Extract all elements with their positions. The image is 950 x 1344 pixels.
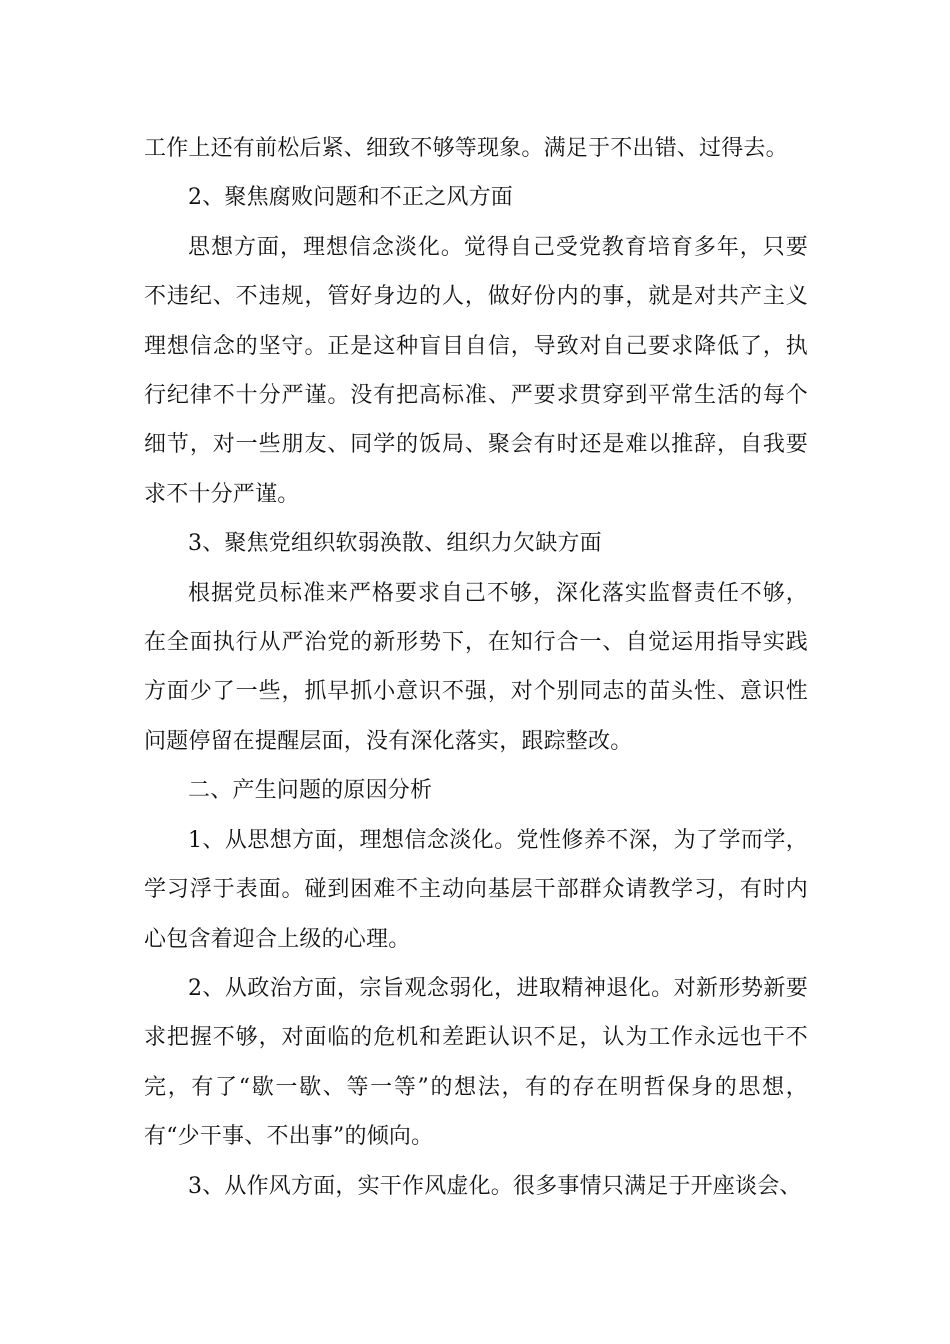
paragraph-cause-1: 1、从思想方面，理想信念淡化。党性修养不深，为了学而学，学习浮于表面。碰到困难不主动向基层干部群众请教学习，有时内心包含着迎合上级的心理。 (144, 827, 808, 952)
paragraph-cause-2: 2、从政治方面，宗旨观念弱化，进取精神退化。对新形势新要求把握不够，对面临的危机和差距认识不足，认为工作永远也干不完，有了“歇一歇、等一等”的想法，有的存在明哲保身的思想，有“少干事、不出事”的倾向。 (144, 975, 808, 1150)
paragraph-organization: 根据党员标准来严格要求自己不够，深化落实监督责任不够，在全面执行从严治党的新形势下，在知行合一、自觉运用指导实践方面少了一些，抓早抓小意识不强，对个别同志的苗头性、意识性问题停留在提醒层面，没有深化落实，跟踪整改。 (144, 580, 808, 754)
heading-item-2-corruption: 2、聚焦腐败问题和不正之风方面 (188, 185, 513, 211)
heading-item-3-organization: 3、聚焦党组织软弱涣散、组织力欠缺方面 (188, 531, 602, 557)
paragraph-ideology: 思想方面，理想信念淡化。觉得自己受党教育培育多年，只要不违纪、不违规，管好身边的人，做好份内的事，就是对共产主义理想信念的坚守。正是这种盲目自信，导致对自己要求降低了，执行纪律不十分严谨。没有把高标准、严要求贯穿到平常生活的每个细节，对一些朋友、同学的饭局、聚会有时还是难以推辞，自我要求不十分严谨。 (144, 234, 808, 507)
paragraph-continuation: 工作上还有前松后紧、细致不够等现象。满足于不出错、过得去。 (144, 136, 788, 161)
document-page (144, 124, 808, 1211)
paragraph-cause-3: 3、从作风方面，实干作风虚化。很多事情只满足于开座谈会、 (188, 1173, 802, 1199)
section-heading-cause-analysis: 二、产生问题的原因分析 (188, 778, 433, 804)
